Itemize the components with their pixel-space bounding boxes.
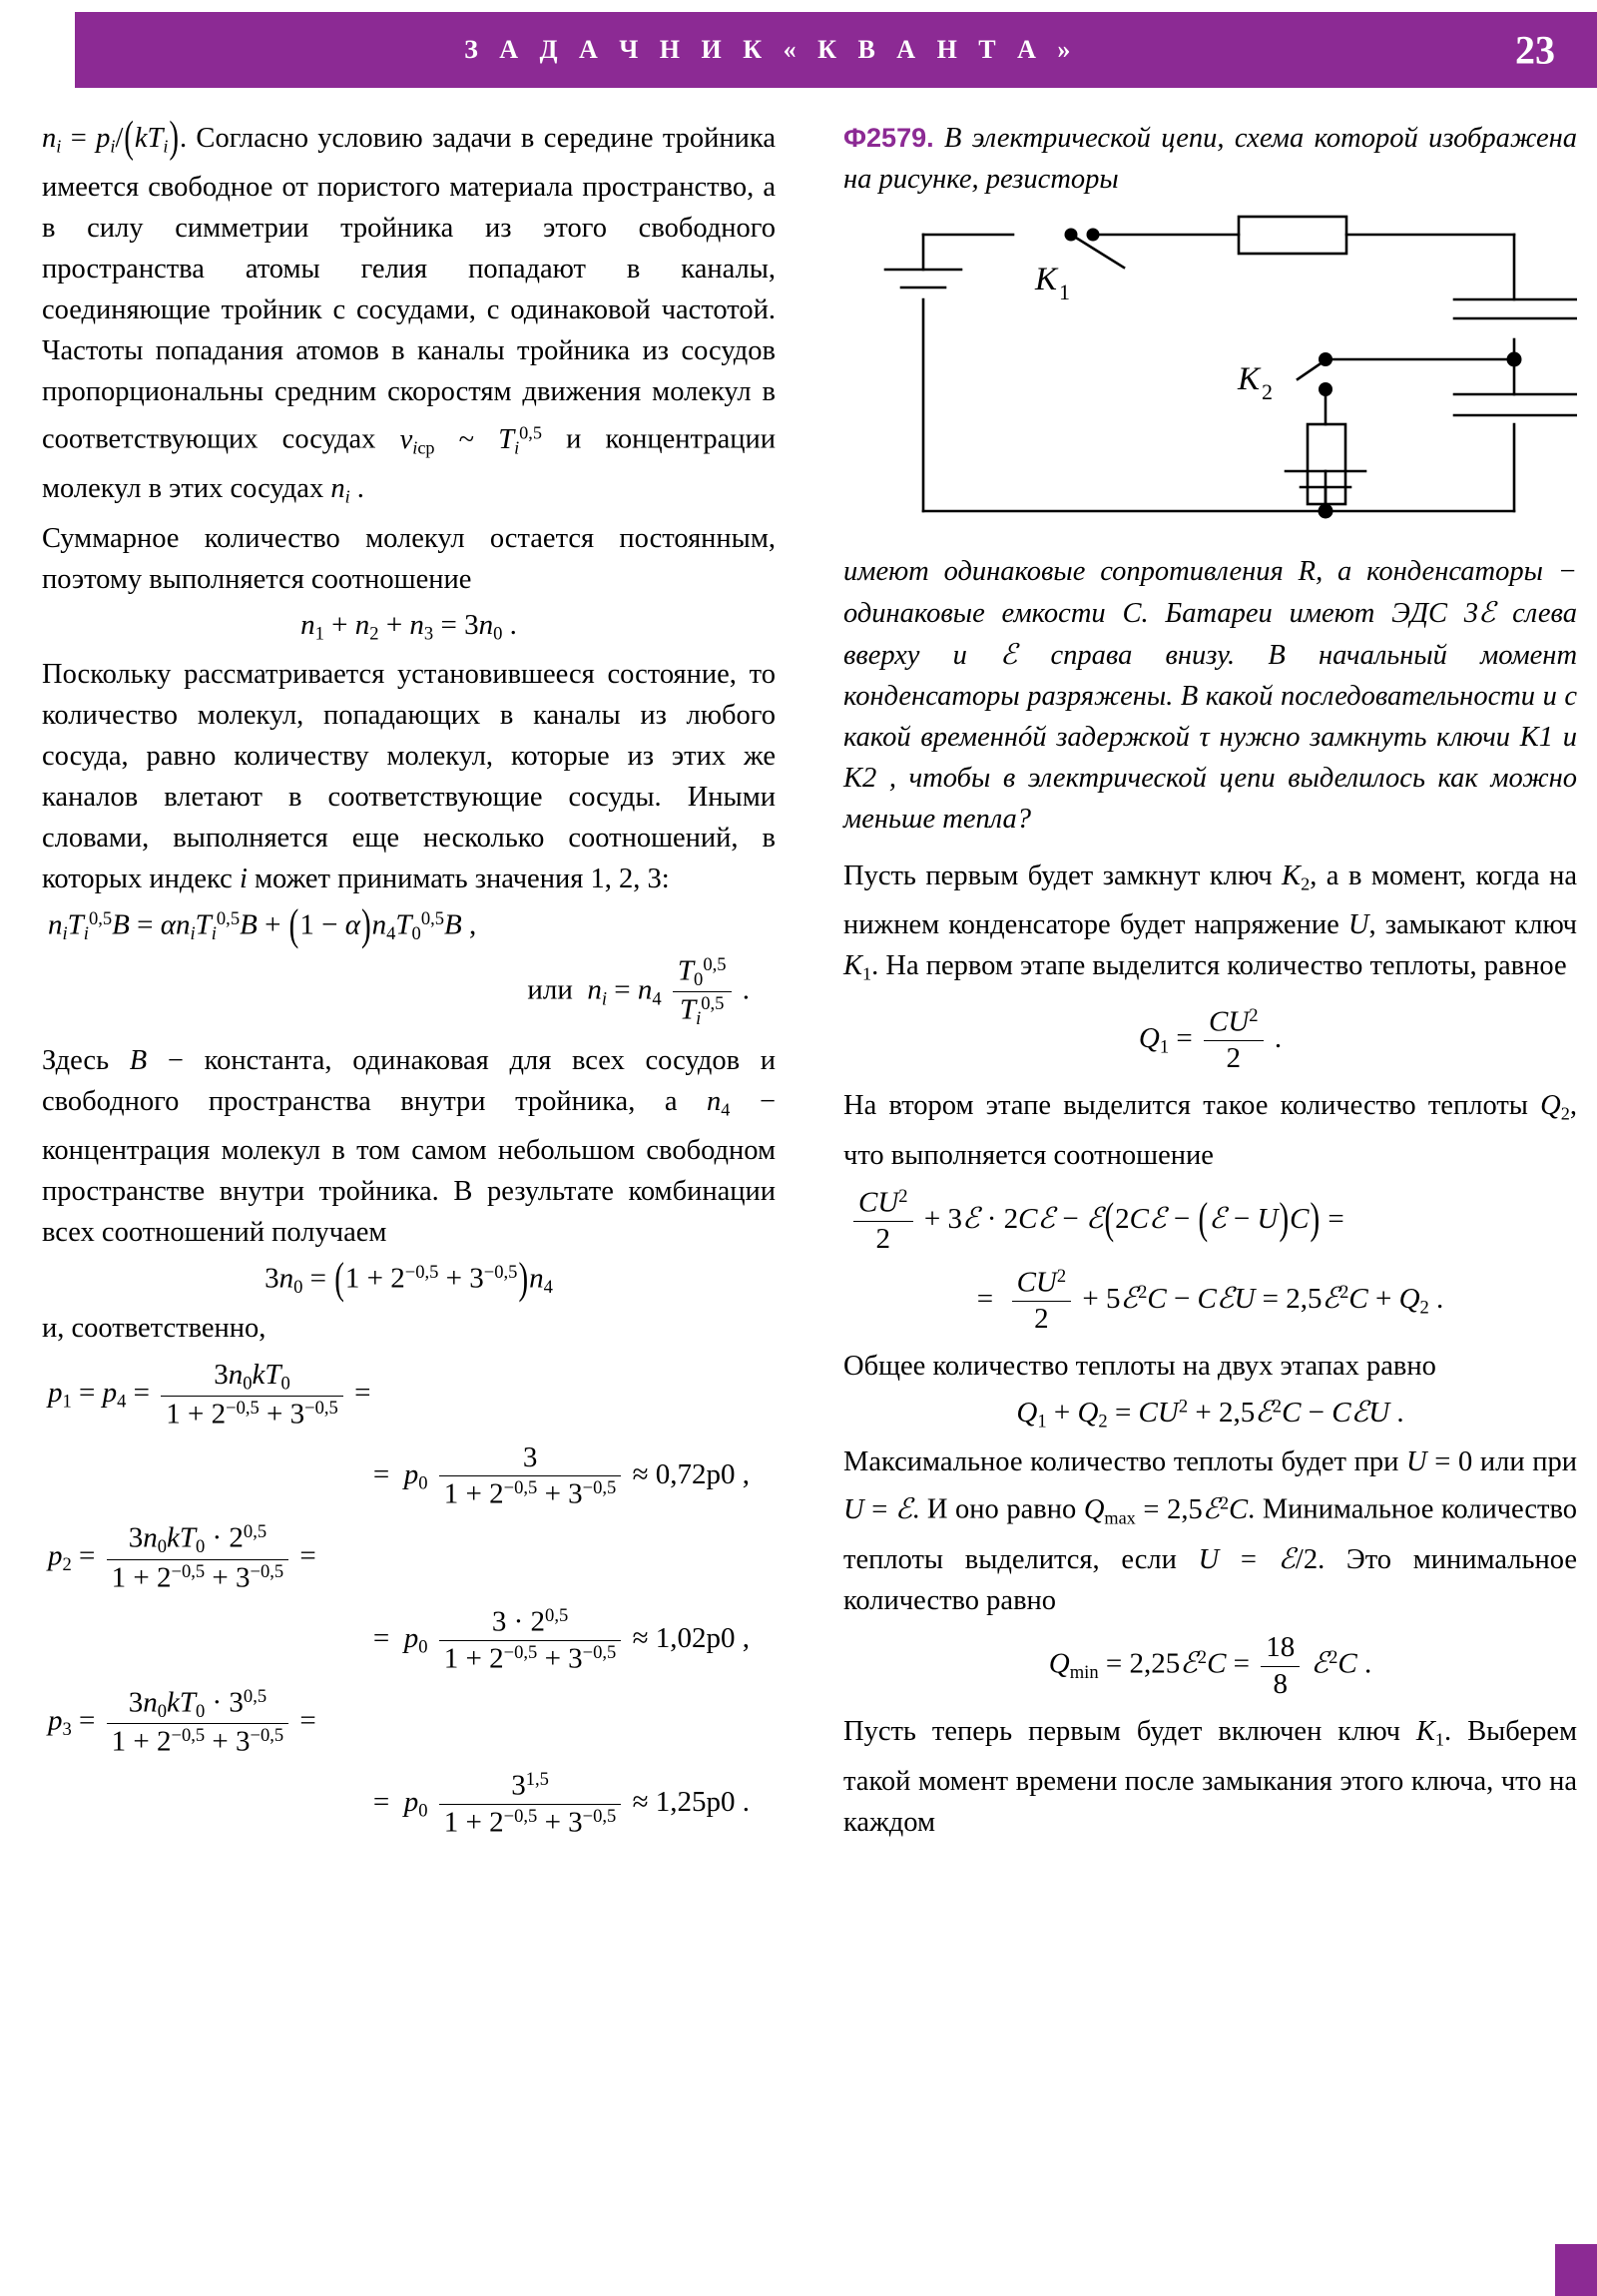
condition-U-half-emf: U = ℰ/2 xyxy=(1198,1542,1319,1576)
paragraph-sum-molecules: Суммарное количество молекул остается постоянным, поэтому выполняется соотношение xyxy=(42,522,776,595)
circuit-diagram-figure xyxy=(843,210,1577,539)
junction-dot-bottom xyxy=(1319,504,1333,519)
inline-equation-ni2: $n_i$ . xyxy=(330,473,364,507)
equation-p3-approx: ≈ 1,25p0 . xyxy=(632,1786,750,1819)
emf-symbol-2: ℰ xyxy=(1000,638,1018,671)
paragraph-constant-B-c: − концентрация молекул в том самом небольшом свободном пространстве внутри тройника. В результате комбинации всех соотношений получаем xyxy=(42,1085,777,1249)
solution-p2-b: , что выполняется соотношение xyxy=(843,1090,1577,1171)
problem-statement-body xyxy=(843,551,1577,840)
equation-Qmin: Qmin = 2,25ℰ$^2$C = $\frac{18}{8}$ ℰ$^2$C . xyxy=(1048,1631,1372,1700)
solution-p1-b: , а в момент, когда на нижнем конденсаторе будет напряжение xyxy=(843,861,1577,941)
junction-dot-K1-left xyxy=(1065,229,1078,242)
equation-p1: p1 = p4 = $\frac{3n0kT0}{1 + 2^{-0,5} + 3^{-0,5}}$ = xyxy=(48,1358,371,1431)
header-banner xyxy=(75,12,1597,88)
problem-statement-part-a: имеют одинаковые сопротивления R, а конденсаторы − одинаковые емкости C. Батареи имеют ЭДС 3 xyxy=(843,556,1577,629)
footer-decoration-mark xyxy=(1555,2244,1597,2296)
paragraph-intro xyxy=(42,114,777,518)
paragraph-intro-text-cont: и концентрации молекул в этих сосудах xyxy=(42,423,777,505)
paragraph-intro-text: . Согласно условию задачи в середине тройника имеется свободное от пористого материала пространство, а в силу симметрии тройника из этого свободного пространства атомы гелия попадают в каналы, соединяющие тройник с сосудами, с одинаковой частотой. Частоты попадания атомов в каналы тройника из сосудов пропорциональны средним скоростям движения молекул в соответствующих сосудах xyxy=(42,123,777,455)
symbol-K1: K1 xyxy=(843,950,872,984)
problem-statement-part-b: слева вверху и xyxy=(843,598,1577,671)
condition-U-emf: U = ℰ xyxy=(843,1491,913,1525)
solution-paragraph-5 xyxy=(843,1711,1577,1842)
equation-Q-sum: $Q1 + Q2 = CU^2$ + 2,5ℰ$^2$C − CℰU . xyxy=(1016,1395,1404,1433)
inline-equation-vi: $v_iср$ ~ $T_i^{0,5}$ xyxy=(399,422,542,458)
symbol-K1-final: K1 xyxy=(1415,1716,1445,1750)
label-K1-sub: 1 xyxy=(1059,280,1070,304)
paragraph-steady-state xyxy=(42,654,776,899)
solution-paragraph-4 xyxy=(843,1441,1577,1621)
paragraph-constant-B xyxy=(42,1040,776,1253)
junction-dots xyxy=(1065,229,1522,519)
solution-p4-e: . Это минимальное количество равно xyxy=(843,1544,1577,1617)
page-title: З А Д А Ч Н И К « К В А Н Т А » xyxy=(464,35,1078,64)
equation-balance: $n_iT_i^{0,5}B = \alpha n_iT_i^{0,5}B + (1 - \alpha)n4T0^{0,5}B$ , xyxy=(48,899,477,950)
symbol-n4: n4 xyxy=(707,1085,731,1120)
equation-p3-result: = p0 $\frac{3^{1,5}}{1 + 2^{-0,5} + 3^{-0,5}}$ ≈ 1,25p0 . xyxy=(372,1769,750,1839)
problem-number-label: Ф2579. xyxy=(843,123,934,153)
problem-statement-header xyxy=(843,118,1577,200)
solution-p4-a: Максимальное количество теплоты будет при xyxy=(843,1446,1399,1478)
equation-p3: p3 = $\frac{3n0kT0 \cdot 3^{0,5}}{1 + 2^{-0,5} + 3^{-0,5}}$ = xyxy=(48,1685,316,1758)
equation-p1-result: = p0 $\frac{3}{1 + 2^{-0,5} + 3^{-0,5}}$ ≈ 0,72p0 , xyxy=(372,1440,750,1510)
paragraph-steady-state-cont: может принимать значения 1, 2, 3: xyxy=(255,862,670,894)
solution-p1-a: Пусть первым будет замкнут ключ xyxy=(843,861,1273,891)
equation-n-sum: n1 + n2 + n3 = 3n0 . xyxy=(300,608,517,645)
equation-energy-line1: $\frac{CU^2}{2}$ + 3ℰ · 2Cℰ − ℰ(2Cℰ − (ℰ − U)C) = xyxy=(843,1186,1577,1256)
paragraph-steady-state-text: Поскольку рассматривается установившееся состояние, то количество молекул, попадающих в каналы из любого сосуда, равно количеству молекул, которые из этих же каналов влетают в соответствующие сосуды. Иными словами, выполняется еще несколько соотношений, в которых индекс xyxy=(42,658,776,894)
symbol-U: U xyxy=(1347,909,1369,941)
solution-p5-b: . Выберем такой момент времени после замыкания этого ключа, что на каждом xyxy=(843,1716,1577,1838)
right-text-column xyxy=(843,118,1577,1843)
junction-dot-K2-top xyxy=(1319,352,1332,366)
solution-p2-a: На втором этапе выделится такое количество теплоты xyxy=(843,1090,1528,1122)
junction-dot-right-mid xyxy=(1507,352,1522,367)
symbol-Q2: Q2 xyxy=(1540,1090,1570,1124)
left-text-column xyxy=(42,114,777,1850)
junction-dot-K1-right xyxy=(1087,229,1100,242)
solution-p4-c: . И оно равно xyxy=(912,1493,1077,1525)
emf-symbol-1: ℰ xyxy=(1478,596,1496,629)
problem-statement-part-c: справа внизу. В начальный момент конденсаторы разряжены. В какой последовательности и с какой временнóй задержкой τ нужно замкнуть ключи K1 и K2 , чтобы в электрической цепи выделилось как можно меньше тепла? xyxy=(843,640,1578,835)
symbol-B: B xyxy=(129,1044,148,1076)
equation-p1-approx: ≈ 0,72p0 , xyxy=(632,1457,750,1490)
resistor-top-body xyxy=(1239,217,1346,254)
paragraph-constant-B-a: Здесь xyxy=(42,1044,110,1076)
problem-statement-line1: В электрической цепи, схема которой изображена на рисунке, резисторы xyxy=(843,123,1577,195)
paragraph-constant-B-b: − константа, одинаковая для всех сосудов и свободного пространства внутри тройника, а xyxy=(42,1044,777,1117)
solution-p1-d: . На первом этапе выделится количество теплоты, равное xyxy=(871,950,1567,982)
solution-paragraph-2 xyxy=(843,1085,1577,1175)
circuit-diagram-svg xyxy=(843,210,1577,539)
solution-paragraph-1 xyxy=(843,856,1577,995)
inline-equation-ni: $n_i = p_i/(kT_i)$ xyxy=(42,114,179,163)
circuit-labels xyxy=(1034,262,1273,404)
label-K2: K xyxy=(1238,361,1261,397)
solution-paragraph-3: Общее количество теплоты на двух этапах равно xyxy=(843,1351,1436,1383)
equation-p2: p2 = $\frac{3n0kT0 \cdot 2^{0,5}}{1 + 2^{-0,5} + 3^{-0,5}}$ = xyxy=(48,1521,316,1594)
symbol-K2: K2 xyxy=(1282,861,1311,894)
equation-or-label: или xyxy=(527,973,573,1006)
page-number: 23 xyxy=(1515,27,1555,73)
paragraph-accordingly: и, соответственно, xyxy=(42,1312,266,1344)
equation-Qmax-inline: Qmax = 2,5ℰ$^2$C xyxy=(1083,1491,1249,1528)
solution-p4-b: или при xyxy=(1479,1446,1577,1478)
equation-p2-result: = p0 $\frac{3 \cdot 2^{0,5}}{1 + 2^{-0,5} + 3^{-0,5}}$ ≈ 1,02p0 , xyxy=(372,1604,750,1675)
switch-K1-blade xyxy=(1071,235,1124,268)
solution-p4-d: . Минимальное количество теплоты выделится, если xyxy=(843,1493,1578,1576)
equation-p2-approx: ≈ 1,02p0 , xyxy=(632,1621,750,1654)
label-K1: K xyxy=(1035,262,1058,297)
index-symbol-i: i xyxy=(239,862,248,894)
solution-p5-a: Пусть теперь первым будет включен ключ xyxy=(843,1716,1400,1748)
equation-3n0: $3n0 = (1 + 2^{-0,5} + 3^{-0,5})n4$ xyxy=(265,1253,553,1304)
solution-p1-c: , замыкают ключ xyxy=(1368,909,1577,941)
equation-Q1: Q1 = $\frac{CU^2}{2}$ . xyxy=(1138,1004,1283,1074)
equation-energy-line2: = $\frac{CU^2}{2}$ + 5ℰ$^2$C − CℰU = 2,5ℰ$^2$C + Q2 . xyxy=(976,1266,1444,1336)
label-K2-sub: 2 xyxy=(1262,379,1273,404)
condition-U-zero: U = 0 xyxy=(1406,1446,1473,1478)
equation-ni-ratio: или $n_i = n4$ $\frac{T0^{0,5}}{T_i^{0,5}}$ . xyxy=(527,953,750,1030)
junction-dot-K2-bottom xyxy=(1319,382,1332,396)
